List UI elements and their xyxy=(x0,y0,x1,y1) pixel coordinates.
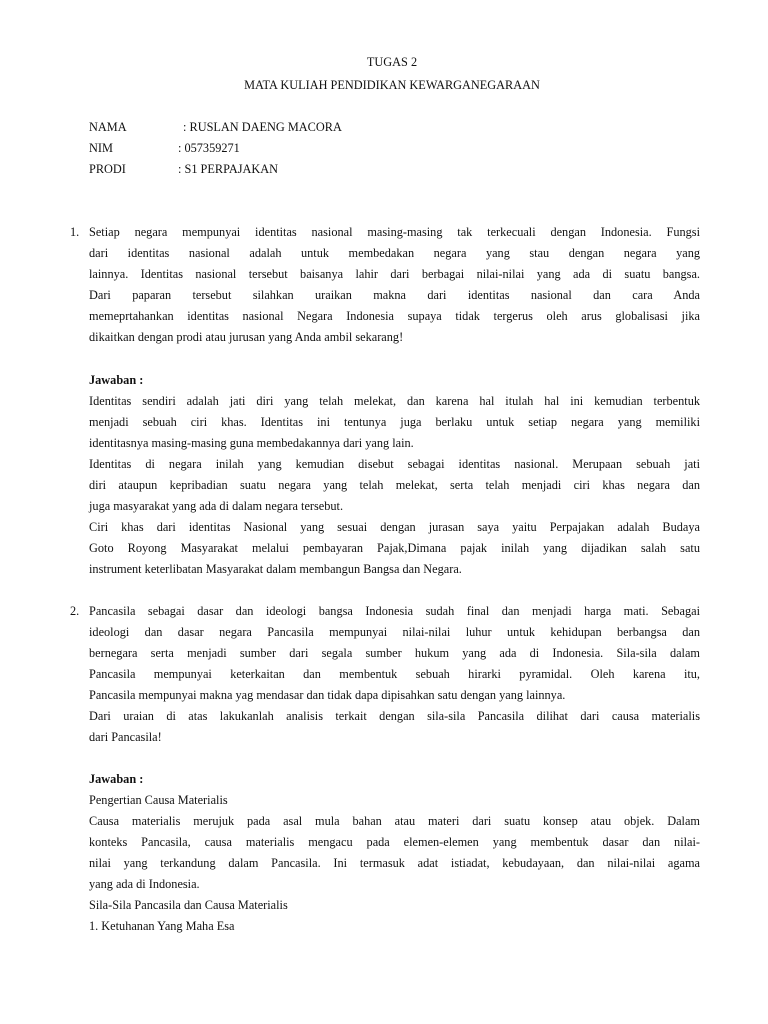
answer-line: Identitas di negara inilah yang kemudian disebut sebagai identitas nasional. Merupaan sebuah jati xyxy=(89,457,700,471)
answer-line: juga masyarakat yang ada di dalam negara tersebut. xyxy=(89,499,344,513)
answer-line: Goto Royong Masyarakat melalui pembayaran Pajak,Dimana pajak inilah yang dijadikan salah satu xyxy=(89,541,700,555)
name-label: NAMA xyxy=(89,120,127,134)
question-line: Pancasila mempunyai makna yag mendasar dan tidak dapa dipisahkan satu dengan yang lainnya. xyxy=(89,688,566,702)
question-number: 2. xyxy=(70,604,80,618)
name-value: : RUSLAN DAENG MACORA xyxy=(183,120,342,134)
answer-line: nilai yang terkandung dalam Pancasila. Ini termasuk adat istiadat, kebudayaan, dan nilai-nilai agama xyxy=(89,856,700,870)
answer-line: Ciri khas dari identitas Nasional yang sesuai dengan jurasan saya yaitu Perpajakan adalah Budaya xyxy=(89,520,700,534)
answer-line: identitasnya masing-masing guna membedakannya dari yang lain. xyxy=(89,436,414,450)
question-line: memeprtahankan identitas nasional Negara Indonesia supaya tidak tergerus oleh arus globalisasi jika xyxy=(89,309,700,323)
document-subtitle: MATA KULIAH PENDIDIKAN KEWARGANEGARAAN xyxy=(244,78,540,92)
question-line: dari identitas nasional adalah untuk membedakan negara yang stau dengan negara yang xyxy=(89,246,700,260)
question-line: dari Pancasila! xyxy=(89,730,162,744)
nim-value: : 057359271 xyxy=(178,141,240,155)
answer-line: menjadi sebuah ciri khas. Identitas ini tentunya juga berlaku untuk setiap negara yang memiliki xyxy=(89,415,700,429)
answer-line: 1. Ketuhanan Yang Maha Esa xyxy=(89,919,235,933)
question-line: dikaitkan dengan prodi atau jurusan yang Anda ambil sekarang! xyxy=(89,330,404,344)
answer-line: Pengertian Causa Materialis xyxy=(89,793,228,807)
document-title: TUGAS 2 xyxy=(366,55,418,69)
question-line: bernegara serta menjadi sumber dari segala sumber hukum yang ada di Indonesia. Sila-sila dalam xyxy=(89,646,700,660)
question-line: Setiap negara mempunyai identitas nasional masing-masing tak terkecuali dengan Indonesia. Fungsi xyxy=(89,225,700,239)
answer-line: instrument keterlibatan Masyarakat dalam membangun Bangsa dan Negara. xyxy=(89,562,462,576)
answer-line: diri ataupun kepribadian suatu negara yang telah melekat, serta telah menjadi ciri khas negara dan xyxy=(89,478,700,492)
answer-label: Jawaban : xyxy=(89,772,144,786)
question-line: Dari uraian di atas lakukanlah analisis terkait dengan sila-sila Pancasila dilihat dari causa materialis xyxy=(89,709,700,723)
answer-line: konteks Pancasila, causa materialis mengacu pada elemen-elemen yang membentuk dasar dan nilai- xyxy=(89,835,700,849)
prodi-value: : S1 PERPAJAKAN xyxy=(178,162,279,176)
question-line: Pancasila mempunyai keterkaitan dan membentuk sebuah hirarki pyramidal. Oleh karena itu, xyxy=(89,667,700,681)
question-line: lainnya. Identitas nasional tersebut baisanya lahir dari berbagai nilai-nilai yang ada di suatu bangsa. xyxy=(89,267,700,281)
answer-label: Jawaban : xyxy=(89,373,144,387)
answer-line: Identitas sendiri adalah jati diri yang telah melekat, dan karena hal itulah hal ini kemudian terbentuk xyxy=(89,394,700,408)
question-line: Dari paparan tersebut silahkan uraikan makna dari identitas nasional dan cara Anda xyxy=(89,288,700,302)
answer-line: Causa materialis merujuk pada asal mula bahan atau materi dari suatu konsep atau objek. Dalam xyxy=(89,814,700,828)
question-number: 1. xyxy=(70,225,80,239)
nim-label: NIM xyxy=(89,141,113,155)
answer-line: Sila-Sila Pancasila dan Causa Materialis xyxy=(89,898,288,912)
answer-line: yang ada di Indonesia. xyxy=(89,877,200,891)
prodi-label: PRODI xyxy=(89,162,126,176)
question-line: Pancasila sebagai dasar dan ideologi bangsa Indonesia sudah final dan menjadi harga mati. Sebagai xyxy=(89,604,700,618)
question-line: ideologi dan dasar negara Pancasila mempunyai nilai-nilai luhur untuk kehidupan berbangsa dan xyxy=(89,625,700,639)
